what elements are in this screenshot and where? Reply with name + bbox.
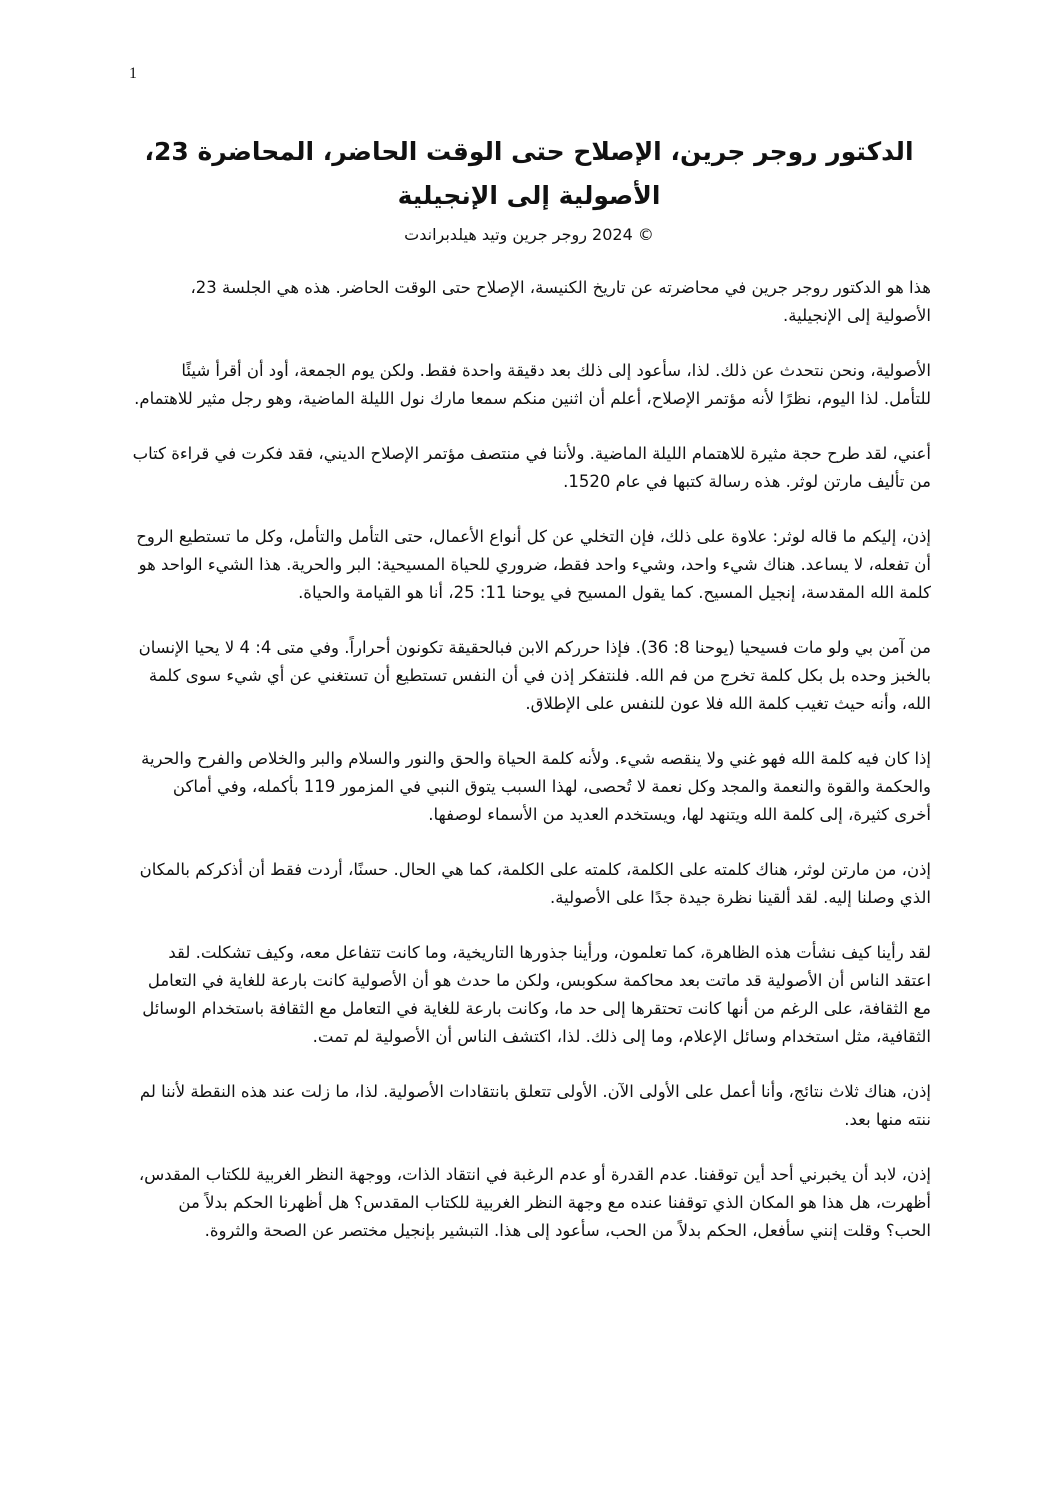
paragraph: إذن، هناك ثلاث نتائج، وأنا أعمل على الأولى الآن. الأولى تتعلق بانتقادات الأصولية. لذا، ما زلت عند هذه النقطة لأننا لم ننته منها بعد. <box>139 1082 931 1129</box>
document-title: الدكتور روجر جرين، الإصلاح حتى الوقت الحاضر، المحاضرة 23، الأصولية إلى الإنجيلية <box>144 137 914 210</box>
paragraph: إذن، إليكم ما قاله لوثر: علاوة على ذلك، فإن التخلي عن كل أنواع الأعمال، حتى التأمل والتأمل، وكل ما تستطيع الروح أن تفعله، لا يساعد. هناك شيء واحد، وشيء واحد فقط، ضروري للحياة المسيحية: البر والحرية. هذا الشيء الواحد هو كلمة الله المقدسة، إنجيل المسيح. كما يقول المسيح في يوحنا 11: 25، أنا هو القيامة والحياة. <box>136 527 931 602</box>
copyright-line: © 2024 روجر جرين وتيد هيلدبراندت <box>404 225 654 244</box>
paragraph: من آمن بي ولو مات فسيحيا (يوحنا 8: 36). فإذا حرركم الابن فبالحقيقة تكونون أحراراً. وفي متى 4: 4 لا يحيا الإنسان بالخبز وحده بل بكل كلمة تخرج من فم الله. فلنتفكر إذن في أن النفس تستطيع أن تستغني عن أي شيء سوى كلمة الله، وأنه حيث تغيب كلمة الله فلا عون للنفس على الإطلاق. <box>138 638 931 713</box>
paragraph: الأصولية، ونحن نتحدث عن ذلك. لذا، سأعود إلى ذلك بعد دقيقة واحدة فقط. ولكن يوم الجمعة، أود أن أقرأ شيئًا للتأمل. لذا اليوم، نظرًا لأنه مؤتمر الإصلاح، أعلم أن اثنين منكم سمعا مارك نول الليلة الماضية، وهو رجل مثير للاهتمام. <box>134 361 931 408</box>
paragraph: إذن، من مارتن لوثر، هناك كلمته على الكلمة، كلمته على الكلمة، كما هي الحال. حسنًا، أردت فقط أن أذكركم بالمكان الذي وصلنا إليه. لقد ألقينا نظرة جيدة جدًا على الأصولية. <box>139 860 931 907</box>
paragraph: إذن، لابد أن يخبرني أحد أين توقفنا. عدم القدرة أو عدم الرغبة في انتقاد الذات، ووجهة النظر الغربية للكتاب المقدس، أظهرت، هل هذا هو المكان الذي توقفنا عنده مع وجهة النظر الغربية للكتاب المقدس؟ هل أظهرنا الحكم بدلاً من الحب؟ وقلت إنني سأفعل، الحكم بدلاً من الحب، سأعود إلى هذا. التبشير بإنجيل مختصر عن الصحة والثروة. <box>138 1165 931 1240</box>
paragraph: لقد رأينا كيف نشأت هذه الظاهرة، كما تعلمون، ورأينا جذورها التاريخية، وما كانت تتفاعل معه، وكيف تشكلت. لقد اعتقد الناس أن الأصولية قد ماتت بعد محاكمة سكوبس، ولكن ما حدث هو أن الأصولية كانت بارعة للغاية في التعامل مع الثقافة، على الرغم من أنها كانت تحتقرها إلى حد ما، وكانت بارعة للغاية في التعامل مع الثقافة باستخدام الوسائل الثقافية، مثل استخدام وسائل الإعلام، وما إلى ذلك. لذا، اكتشف الناس أن الأصولية لم تمت. <box>142 943 931 1046</box>
paragraph: إذا كان فيه كلمة الله فهو غني ولا ينقصه شيء. ولأنه كلمة الحياة والحق والنور والسلام والبر والخلاص والفرح والحرية والحكمة والقوة والنعمة والمجد وكل نعمة لا تُحصى، لهذا السبب يتوق النبي في المزمور 119 بأكمله، وفي أماكن أخرى كثيرة، إلى كلمة الله ويتنهد لها، ويستخدم العديد من الأسماء لوصفها. <box>141 749 931 824</box>
page-number: 1 <box>129 65 137 82</box>
paragraph: أعني، لقد طرح حجة مثيرة للاهتمام الليلة الماضية. ولأننا في منتصف مؤتمر الإصلاح الديني، فقد فكرت في قراءة كتاب من تأليف مارتن لوثر. هذه رسالة كتبها في عام 1520. <box>132 444 931 491</box>
document-body <box>131 274 931 1272</box>
paragraph: هذا هو الدكتور روجر جرين في محاضرته عن تاريخ الكنيسة، الإصلاح حتى الوقت الحاضر. هذه هي الجلسة 23، الأصولية إلى الإنجيلية. <box>190 278 931 325</box>
